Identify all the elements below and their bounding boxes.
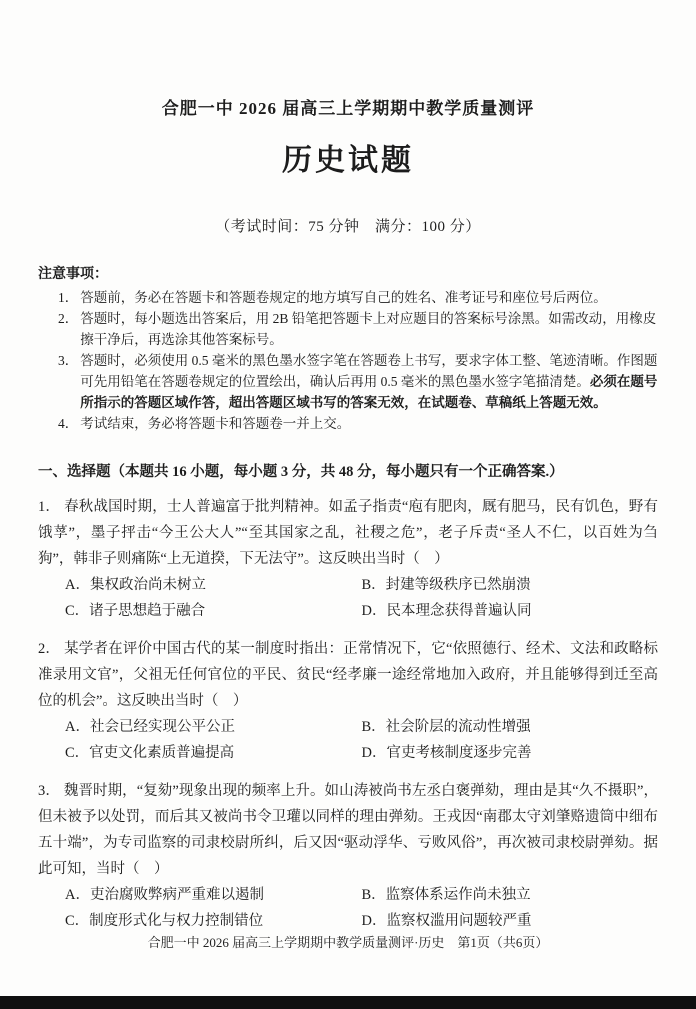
question-stem bbox=[38, 778, 658, 882]
option-d: D．监察权滥用问题较严重 bbox=[361, 913, 532, 929]
question-options bbox=[38, 714, 658, 766]
notice-section bbox=[38, 264, 658, 434]
notice-text: 考试结束，务必将答题卡和答题卷一并上交。 bbox=[80, 416, 351, 431]
question-number: 3． bbox=[38, 783, 60, 799]
question-1 bbox=[38, 494, 658, 624]
option-c: C．官吏文化素质普遍提高 bbox=[65, 745, 235, 761]
notice-item-2 bbox=[38, 308, 658, 350]
notice-item-1 bbox=[38, 287, 658, 308]
option-a: A．社会已经实现公平公正 bbox=[65, 719, 235, 735]
notices-heading: 注意事项： bbox=[38, 267, 108, 282]
notice-item-3 bbox=[38, 350, 658, 413]
notice-text-bold: 必须在题号所指示的答题区域作答，超出答题区域书写的答案无效，在试题卷、草稿纸上答题无效。 bbox=[80, 374, 658, 410]
option-row bbox=[65, 598, 658, 624]
option-row bbox=[65, 572, 658, 598]
question-2 bbox=[38, 636, 658, 766]
notice-text-normal: 答题时，必须使用 0.5 毫米的黑色墨水签字笔在答题卷上书写，要求字体工整、笔迹清晰。作图题可先用铅笔在答题卷规定的位置绘出，确认后再用 0.5 毫米的黑色墨水签字笔描清楚。 bbox=[80, 353, 658, 389]
option-a: A．集权政治尚未树立 bbox=[65, 577, 206, 593]
option-row bbox=[65, 740, 658, 766]
notice-number: 3． bbox=[58, 353, 79, 368]
notice-number: 1． bbox=[58, 290, 79, 305]
question-stem bbox=[38, 494, 658, 572]
question-options bbox=[38, 882, 658, 934]
notice-text: 答题前，务必在答题卡和答题卷规定的地方填写自己的姓名、准考证号和座位号后两位。 bbox=[80, 290, 607, 305]
question-text: 某学者在评价中国古代的某一制度时指出：正常情况下，它“依照德行、经术、文法和政略标准录用文官”，父祖无任何官位的平民、贫民“经孝廉一途经常地加入政府，并且能够得到迁至高位的机会”。这反映出当时（ ） bbox=[38, 641, 658, 709]
scan-artifact-bar bbox=[0, 996, 696, 1009]
page-footer: 合肥一中 2026 届高三上学期期中教学质量测评·历史 第1页（共6页） bbox=[147, 935, 549, 950]
option-row bbox=[65, 908, 658, 934]
option-row bbox=[65, 882, 658, 908]
notice-number: 4． bbox=[58, 416, 79, 431]
option-a: A．吏治腐败弊病严重难以遏制 bbox=[65, 887, 264, 903]
question-text: 春秋战国时期，士人普遍富于批判精神。如孟子指责“庖有肥肉，厩有肥马，民有饥色，野有饿莩”，墨子抨击“今王公大人”“至其国家之乱，社稷之危”，老子斥责“圣人不仁，以百姓为刍狗”，韩非子则痛陈“上无道揆，下无法守”。这反映出当时（ ） bbox=[38, 499, 658, 567]
exam-header-line: 合肥一中 2026 届高三上学期期中教学质量测评 bbox=[161, 99, 535, 118]
option-row bbox=[65, 714, 658, 740]
question-text: 魏晋时期，“复劾”现象出现的频率上升。如山涛被尚书左丞白褒弹劾，理由是其“久不摄职”，但未被予以处罚，而后其又被尚书令卫瓘以同样的理由弹劾。王戎因“南郡太守刘肇赂遗筒中细布五十端”，为专司监察的司隶校尉所纠，后又因“驱动浮华、亏败风俗”，再次被司隶校尉弹劾。据此可知，当时（ ） bbox=[38, 783, 658, 877]
question-options bbox=[38, 572, 658, 624]
notice-text bbox=[80, 350, 658, 413]
option-c: C．诸子思想趋于融合 bbox=[65, 603, 206, 619]
option-b: B．社会阶层的流动性增强 bbox=[361, 719, 531, 735]
option-b: B．封建等级秩序已然崩溃 bbox=[361, 577, 531, 593]
option-d: D．官吏考核制度逐步完善 bbox=[361, 745, 532, 761]
section-heading-multiple-choice: 一、选择题（本题共 16 小题，每小题 3 分，共 48 分，每小题只有一个正确答案.） bbox=[38, 464, 564, 480]
option-d: D．民本理念获得普遍认同 bbox=[361, 603, 532, 619]
question-number: 1． bbox=[38, 499, 61, 515]
notice-text: 答题时，每小题选出答案后，用 2B 铅笔把答题卡上对应题目的答案标号涂黑。如需改动，用橡皮擦干净后，再选涂其他答案标号。 bbox=[80, 311, 657, 347]
page-title: 历史试题 bbox=[282, 144, 414, 177]
question-3 bbox=[38, 778, 658, 934]
notice-number: 2． bbox=[58, 311, 79, 326]
question-stem bbox=[38, 636, 658, 714]
question-number: 2． bbox=[38, 641, 61, 657]
option-b: B．监察体系运作尚未独立 bbox=[361, 887, 531, 903]
option-c: C．制度形式化与权力控制错位 bbox=[65, 913, 264, 929]
notice-item-4 bbox=[38, 413, 658, 434]
exam-time-score-line: （考试时间：75 分钟 满分：100 分） bbox=[215, 219, 481, 235]
